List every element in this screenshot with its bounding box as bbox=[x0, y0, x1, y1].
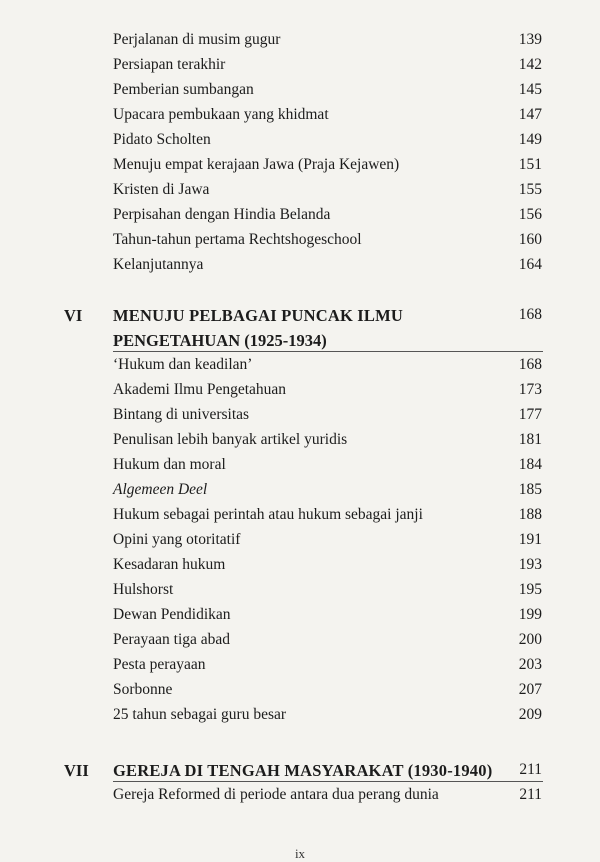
toc-entry-title: Penulisan lebih banyak artikel yuridis bbox=[113, 431, 348, 448]
toc-entry-title: Hukum sebagai perintah atau hukum sebagai janji bbox=[113, 506, 423, 523]
toc-entry-page: 185 bbox=[518, 481, 542, 498]
toc-entry bbox=[0, 531, 600, 557]
toc-entry-page: 200 bbox=[518, 631, 542, 648]
toc-entry-page: 149 bbox=[518, 131, 542, 148]
chapter-rule bbox=[113, 781, 543, 782]
chapter-title-line2: PENGETAHUAN (1925-1934) bbox=[113, 331, 327, 350]
toc-entry-title: Upacara pembukaan yang khidmat bbox=[113, 106, 329, 123]
toc-entry-page: 177 bbox=[518, 406, 542, 423]
toc-entry-page: 155 bbox=[518, 181, 542, 198]
toc-entry-page: 160 bbox=[518, 231, 542, 248]
toc-entry-title: Perayaan tiga abad bbox=[113, 631, 231, 648]
toc-entry bbox=[0, 356, 600, 382]
toc-entry-title: Kelanjutannya bbox=[113, 256, 204, 273]
toc-entry-page: 193 bbox=[518, 556, 542, 573]
chapter-rule bbox=[113, 351, 543, 352]
toc-entry bbox=[0, 81, 600, 107]
toc-entry-page: 151 bbox=[518, 156, 542, 173]
toc-entry-page: 147 bbox=[518, 106, 542, 123]
toc-entry bbox=[0, 656, 600, 682]
chapter-heading-vi bbox=[0, 306, 600, 356]
toc-entry-title: Gereja Reformed di periode antara dua perang dunia bbox=[113, 786, 439, 803]
toc-entry-title: Dewan Pendidikan bbox=[113, 606, 231, 623]
toc-entry bbox=[0, 31, 600, 57]
toc-entry-title: Hukum dan moral bbox=[113, 456, 226, 473]
toc-entry-title: Hulshorst bbox=[113, 581, 174, 598]
chapter-title: GEREJA DI TENGAH MASYARAKAT (1930-1940) bbox=[113, 761, 493, 780]
toc-entry-page: 191 bbox=[518, 531, 542, 548]
toc-entry-page: 142 bbox=[518, 56, 542, 73]
toc-entry-page: 209 bbox=[518, 706, 542, 723]
chapter-page: 211 bbox=[519, 761, 542, 778]
chapter-number: VII bbox=[64, 761, 89, 780]
toc-entry-page: 181 bbox=[518, 431, 542, 448]
chapter-number: VI bbox=[64, 306, 83, 325]
toc-entry-page: 164 bbox=[518, 256, 542, 273]
toc-entry bbox=[0, 581, 600, 607]
toc-entry-title: Pemberian sumbangan bbox=[113, 81, 254, 98]
toc-entry bbox=[0, 606, 600, 632]
toc-entry-title: Kristen di Jawa bbox=[113, 181, 210, 198]
toc-entry bbox=[0, 156, 600, 182]
toc-entry bbox=[0, 556, 600, 582]
toc-entry-page: 188 bbox=[518, 506, 542, 523]
toc-entry-page: 195 bbox=[518, 581, 542, 598]
toc-entry bbox=[0, 131, 600, 157]
toc-entry-title: Pidato Scholten bbox=[113, 131, 211, 148]
toc-entry bbox=[0, 231, 600, 257]
toc-entry-title: Kesadaran hukum bbox=[113, 556, 226, 573]
toc-entry-page: 145 bbox=[518, 81, 542, 98]
toc-entry bbox=[0, 256, 600, 282]
toc-entry-page: 211 bbox=[519, 786, 542, 803]
chapter-page: 168 bbox=[518, 306, 542, 323]
toc-entry-title: Tahun-tahun pertama Rechtshogeschool bbox=[113, 231, 362, 248]
toc-entry bbox=[0, 406, 600, 432]
toc-entry-title: Bintang di universitas bbox=[113, 406, 250, 423]
toc-entry bbox=[0, 106, 600, 132]
toc-entry-title: 25 tahun sebagai guru besar bbox=[113, 706, 287, 723]
toc-entry bbox=[0, 631, 600, 657]
toc-entry bbox=[0, 681, 600, 707]
toc-entry-page: 168 bbox=[518, 356, 542, 373]
chapter-title-line1: MENUJU PELBAGAI PUNCAK ILMU bbox=[113, 306, 404, 325]
toc-entry bbox=[0, 786, 600, 812]
toc-entry-page: 207 bbox=[518, 681, 542, 698]
toc-entry-page: 156 bbox=[518, 206, 542, 223]
toc-entry-page: 199 bbox=[518, 606, 542, 623]
toc-entry-title: Persiapan terakhir bbox=[113, 56, 226, 73]
toc-entry bbox=[0, 481, 600, 507]
toc-entry bbox=[0, 706, 600, 732]
toc-entry-page: 184 bbox=[518, 456, 542, 473]
toc-entry bbox=[0, 456, 600, 482]
toc-entry bbox=[0, 431, 600, 457]
toc-entry bbox=[0, 56, 600, 82]
toc-entry-title: Opini yang otoritatif bbox=[113, 531, 241, 548]
toc-entry-title: Algemeen Deel bbox=[113, 481, 208, 498]
toc-entry bbox=[0, 381, 600, 407]
toc-entry-title: Pesta perayaan bbox=[113, 656, 206, 673]
toc-entry bbox=[0, 181, 600, 207]
toc-entry-title: Menuju empat kerajaan Jawa (Praja Kejawen) bbox=[113, 156, 400, 173]
page-folio: ix bbox=[294, 846, 306, 861]
toc-entry-title: Sorbonne bbox=[113, 681, 173, 698]
toc-entry-title: Perjalanan di musim gugur bbox=[113, 31, 281, 48]
toc-entry-page: 173 bbox=[518, 381, 542, 398]
toc-entry-title: ‘Hukum dan keadilan’ bbox=[113, 356, 253, 373]
toc-entry-title: Perpisahan dengan Hindia Belanda bbox=[113, 206, 331, 223]
toc-entry-page: 203 bbox=[518, 656, 542, 673]
toc-entry-title: Akademi Ilmu Pengetahuan bbox=[113, 381, 287, 398]
toc-entry bbox=[0, 206, 600, 232]
toc-entry bbox=[0, 506, 600, 532]
toc-entry-page: 139 bbox=[518, 31, 542, 48]
chapter-heading-vii bbox=[0, 761, 600, 787]
